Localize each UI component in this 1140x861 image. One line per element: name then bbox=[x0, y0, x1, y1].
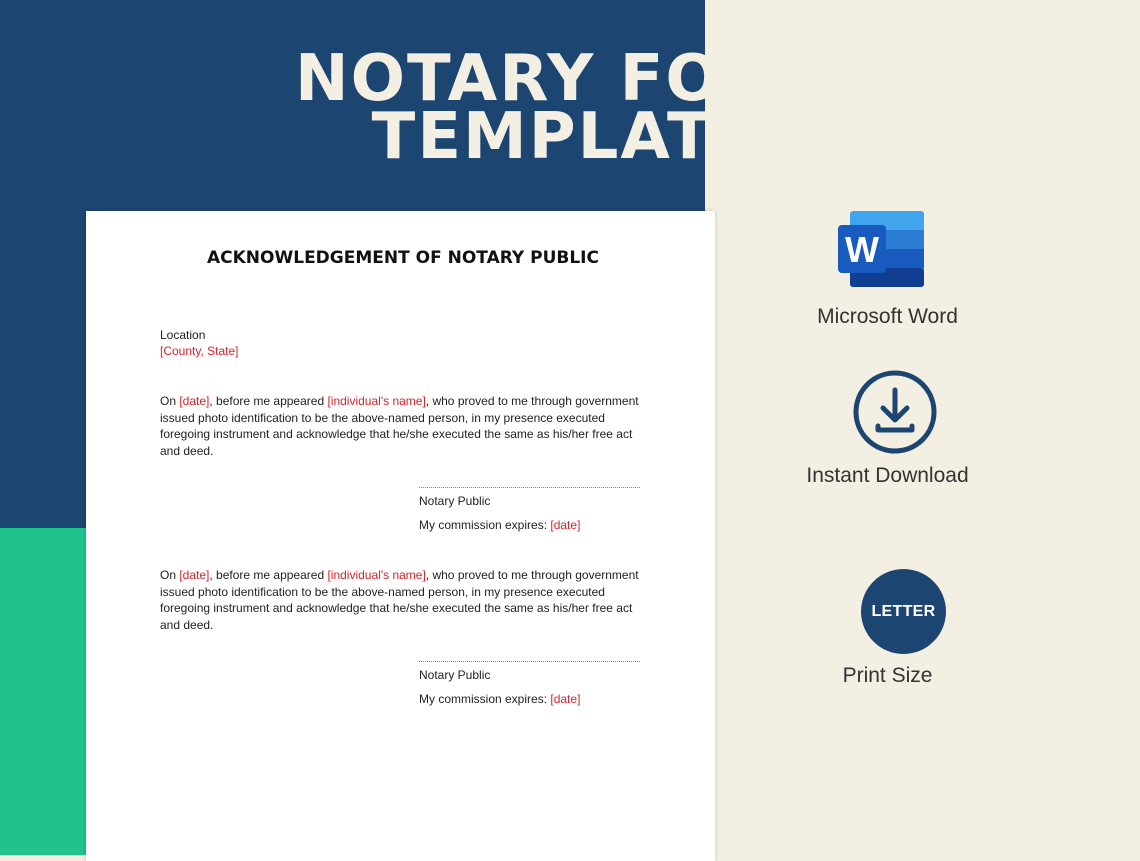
print-size-label: Print Size bbox=[842, 664, 933, 687]
hero-title bbox=[295, 42, 839, 174]
document-preview bbox=[86, 211, 715, 861]
location-placeholder: [County, State] bbox=[160, 344, 239, 358]
instant-download-label: Instant Download bbox=[806, 464, 969, 487]
green-accent-block bbox=[0, 528, 86, 855]
notary-public-label: Notary Public bbox=[419, 668, 491, 682]
word-icon-letter: W bbox=[845, 229, 879, 270]
acknowledgement-paragraph bbox=[160, 393, 650, 459]
signature-line bbox=[419, 487, 640, 488]
paragraph-text: , before me appeared bbox=[209, 568, 328, 582]
date-placeholder: [date] bbox=[179, 394, 210, 408]
commission-expires bbox=[419, 517, 580, 533]
commission-date-placeholder: [date] bbox=[550, 518, 581, 532]
paragraph-text: On bbox=[160, 394, 180, 408]
paragraph-text: , who proved to me through government issued photo identification to be the above-named person, in my presence executed foregoing instrument and acknowledge that he/she executed the same as his/her free act and deed. bbox=[160, 394, 639, 458]
letter-size-badge: LETTER bbox=[861, 569, 946, 654]
download-icon bbox=[851, 368, 939, 456]
location-section bbox=[160, 327, 239, 359]
hero-title-line-2: TEMPLATE bbox=[371, 100, 759, 174]
document-title: ACKNOWLEDGEMENT OF NOTARY PUBLIC bbox=[207, 248, 599, 268]
name-placeholder: [individual's name] bbox=[327, 394, 426, 408]
commission-label: My commission expires: bbox=[419, 692, 551, 706]
name-placeholder: [individual's name] bbox=[327, 568, 426, 582]
paragraph-text: , who proved to me through government issued photo identification to be the above-named person, in my presence executed foregoing instrument and acknowledge that he/she executed the same as his/her free act and deed. bbox=[160, 568, 639, 632]
date-placeholder: [date] bbox=[179, 568, 210, 582]
microsoft-word-icon bbox=[838, 211, 926, 287]
paragraph-text: On bbox=[160, 568, 180, 582]
commission-label: My commission expires: bbox=[419, 518, 551, 532]
location-label: Location bbox=[160, 328, 206, 342]
acknowledgement-paragraph bbox=[160, 567, 650, 633]
commission-date-placeholder: [date] bbox=[550, 692, 581, 706]
microsoft-word-label: Microsoft Word bbox=[817, 305, 958, 328]
hero-title-line-1: NOTARY FORM bbox=[295, 42, 839, 116]
commission-expires bbox=[419, 691, 580, 707]
signature-line bbox=[419, 661, 640, 662]
notary-public-label: Notary Public bbox=[419, 494, 491, 508]
paragraph-text: , before me appeared bbox=[209, 394, 328, 408]
